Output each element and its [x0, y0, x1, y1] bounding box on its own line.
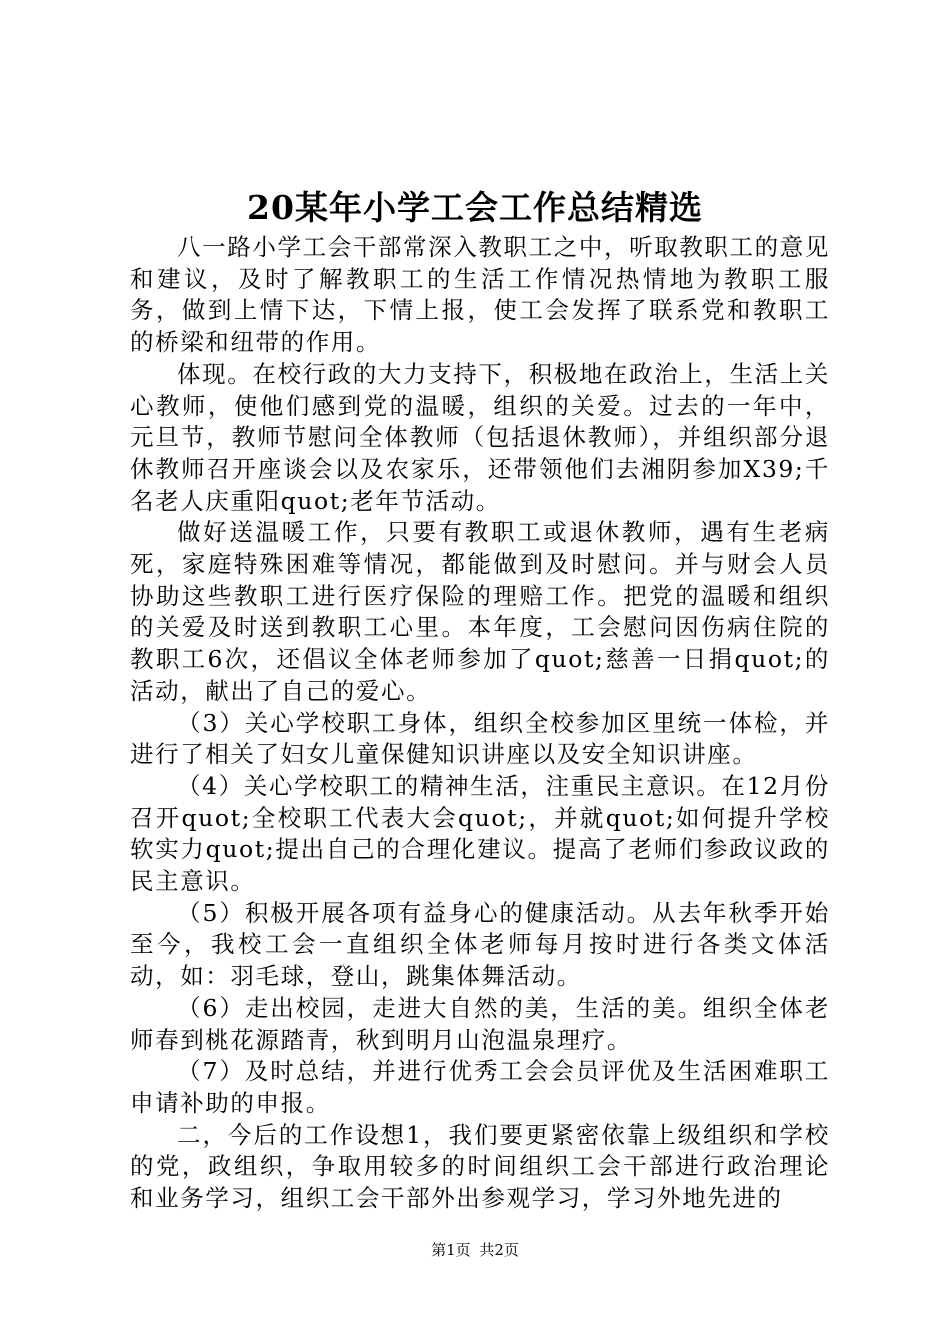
paragraph-1: 八一路小学工会干部常深入教职工之中，听取教职工的意见和建议，及时了解教职工的生活工作情况热情地为教职工服务，做到上情下达，下情上报，使工会发挥了联系党和教职工的桥梁和纽带的作用。	[130, 233, 830, 357]
paragraph-3: 做好送温暖工作，只要有教职工或退休教师，遇有生老病死，家庭特殊困难等情况，都能做到及时慰问。并与财会人员协助这些教职工进行医疗保险的理赔工作。把党的温暖和组织的关爱及时送到教职工心里。本年度，工会慰问因伤病住院的教职工6次，还倡议全体老师参加了quot;慈善一日捐quot;的活动，献出了自己的爱心。	[130, 518, 830, 705]
paragraph-8: （7）及时总结，并进行优秀工会会员评优及生活困难职工申请补助的申报。	[130, 1057, 830, 1117]
paragraph-5: （4）关心学校职工的精神生活，注重民主意识。在12月份召开quot;全校职工代表大会quot;，并就quot;如何提升学校软实力quot;提出自己的合理化建议。提高了老师们参政议政的民主意识。	[130, 771, 830, 896]
paragraph-2: 体现。在校行政的大力支持下，积极地在政治上，生活上关心教师，使他们感到党的温暖，组织的关爱。过去的一年中，元旦节，教师节慰问全体教师（包括退休教师），并组织部分退休教师召开座谈会以及农家乐，还带领他们去湘阴参加X39;千名老人庆重阳quot;老年节活动。	[130, 359, 830, 515]
document-body	[130, 232, 830, 1215]
page-footer	[0, 1240, 950, 1260]
paragraph-4: （3）关心学校职工身体，组织全校参加区里统一体检，并进行了相关了妇女儿童保健知识讲座以及安全知识讲座。	[130, 708, 830, 769]
paragraph-9: 二，今后的工作设想1，我们要更紧密依靠上级组织和学校的党，政组织，争取用较多的时间组织工会干部进行政治理论和业务学习，组织工会干部外出参观学习，学习外地先进的	[130, 1120, 830, 1213]
page-number: 第1页	[431, 1241, 471, 1259]
paragraph-7: （6）走出校园，走进大自然的美，生活的美。组织全体老师春到桃花源踏青，秋到明月山泡温泉理疗。	[130, 993, 830, 1054]
paragraph-6: （5）积极开展各项有益身心的健康活动。从去年秋季开始至今，我校工会一直组织全体老师每月按时进行各类文体活动，如：羽毛球，登山，跳集体舞活动。	[130, 898, 830, 991]
page-total: 共2页	[479, 1241, 519, 1259]
document-title: 20某年小学工会工作总结精选	[247, 188, 703, 227]
